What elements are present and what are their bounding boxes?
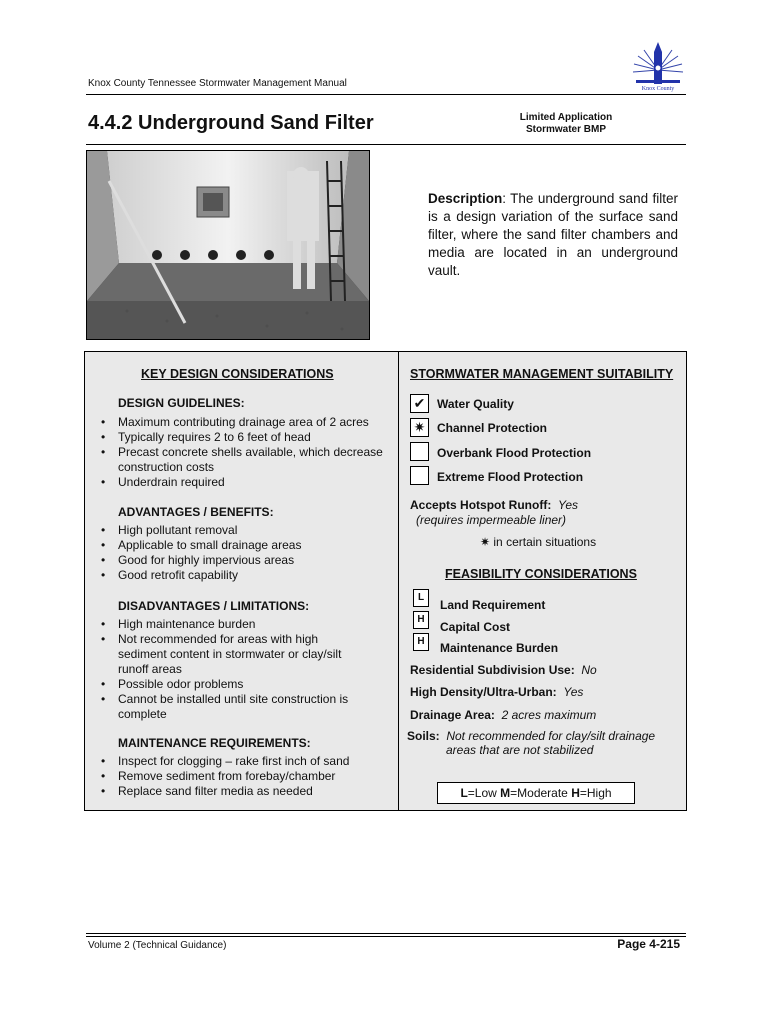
extreme-flood-label: Extreme Flood Protection [437,470,584,484]
application-line-2: Stormwater BMP [525,124,606,135]
water-quality-label: Water Quality [437,397,514,411]
hotspot-runoff [410,498,578,512]
disadvantages-title: DISADVANTAGES / LIMITATIONS: [118,599,310,613]
maintenance-title: MAINTENANCE REQUIREMENTS: [118,736,311,750]
channel-protection-label: Channel Protection [437,421,548,435]
advantages-list [101,523,386,583]
channel-protection-checkbox: ✷ [410,418,429,437]
list-item: • Possible odor problems [101,677,366,692]
maintenance-list [101,754,386,799]
design-guidelines-list [101,415,386,490]
list-item: • High pollutant removal [101,523,386,538]
hotspot-value: Yes [558,498,579,512]
legend-l-key: L [460,786,468,800]
overbank-flood-label: Overbank Flood Protection [437,446,592,460]
list-item: • Good retrofit capability [101,568,386,583]
capital-rating-box: H [413,611,429,629]
page-number: Page 4-215 [617,937,680,951]
drainage-value: 2 acres maximum [501,708,597,722]
description [428,190,678,280]
list-item: • Cannot be installed until site construction is complete [101,692,366,722]
residential-label: Residential Subdivision Use: [410,663,575,677]
description-text: : The underground sand filter is a design variation of the surface sand filter, where the sand filter chambers and media are located in an underground vault. [428,191,678,278]
disadvantages-list [101,617,366,722]
knox-county-logo [630,40,686,92]
header-rule [86,94,686,95]
legend-m-text: =Moderate [510,786,572,800]
list-item: • Typically requires 2 to 6 feet of head [101,430,386,445]
high-density [410,685,583,699]
rating-legend [437,782,635,804]
advantages-title: ADVANTAGES / BENEFITS: [118,505,274,519]
description-label: Description [428,191,503,206]
drainage-area [410,708,596,722]
list-item: • Not recommended for areas with high sediment content in stormwater or clay/silt runoff areas [101,632,366,677]
hotspot-note: (requires impermeable liner) [416,513,567,527]
list-item: • Maximum contributing drainage area of 2 acres [101,415,386,430]
list-item: • Good for highly impervious areas [101,553,386,568]
drainage-label: Drainage Area: [410,708,495,722]
feasibility-heading: FEASIBILITY CONSIDERATIONS [445,567,637,581]
section-title: 4.4.2 Underground Sand Filter [88,112,374,134]
density-label: High Density/Ultra-Urban: [410,685,557,699]
list-item: • Inspect for clogging – rake first inch of sand [101,754,386,769]
list-item: • High maintenance burden [101,617,366,632]
footer-rule [86,933,686,934]
footer-rule [86,936,686,937]
application-line-1: Limited Application [519,112,613,123]
soils-label: Soils: [407,729,440,743]
legend-m-key: M [500,786,511,800]
design-guidelines-title: DESIGN GUIDELINES: [118,396,245,410]
extreme-flood-checkbox [410,466,429,485]
land-rating-box: L [413,589,429,607]
title-rule [86,144,686,145]
manual-title: Knox County Tennessee Stormwater Management Manual [88,78,347,89]
water-quality-checkbox: ✔ [410,394,429,413]
land-requirement-label: Land Requirement [440,598,546,612]
residential-use [410,663,597,677]
maintenance-burden-label: Maintenance Burden [440,641,559,655]
legend-h-key: H [571,786,580,800]
legend-h-text: =High [579,786,612,800]
list-item: • Underdrain required [101,475,386,490]
logo-text: Knox County [641,86,675,92]
vault-photo [86,150,370,340]
footer-volume: Volume 2 (Technical Guidance) [88,940,227,951]
list-item: • Applicable to small drainage areas [101,538,386,553]
list-item: • Precast concrete shells available, which decrease construction costs [101,445,386,475]
hotspot-label: Accepts Hotspot Runoff: [410,498,552,512]
legend-l-text: =Low [467,786,501,800]
list-item: • Remove sediment from forebay/chamber [101,769,386,784]
suitability-heading: STORMWATER MANAGEMENT SUITABILITY [410,367,674,381]
soils-value-line2: areas that are not stabilized [446,743,594,757]
residential-value: No [581,663,597,677]
soils [407,729,655,743]
maintenance-rating-box: H [413,633,429,651]
application-label [500,112,632,136]
key-design-heading: KEY DESIGN CONSIDERATIONS [141,367,334,381]
density-value: Yes [563,685,584,699]
list-item: • Replace sand filter media as needed [101,784,386,799]
capital-cost-label: Capital Cost [440,620,511,634]
situations-note: ✷ in certain situations [480,535,597,549]
soils-value-line1: Not recommended for clay/silt drainage [446,729,656,743]
panel-divider [398,351,399,810]
overbank-flood-checkbox [410,442,429,461]
